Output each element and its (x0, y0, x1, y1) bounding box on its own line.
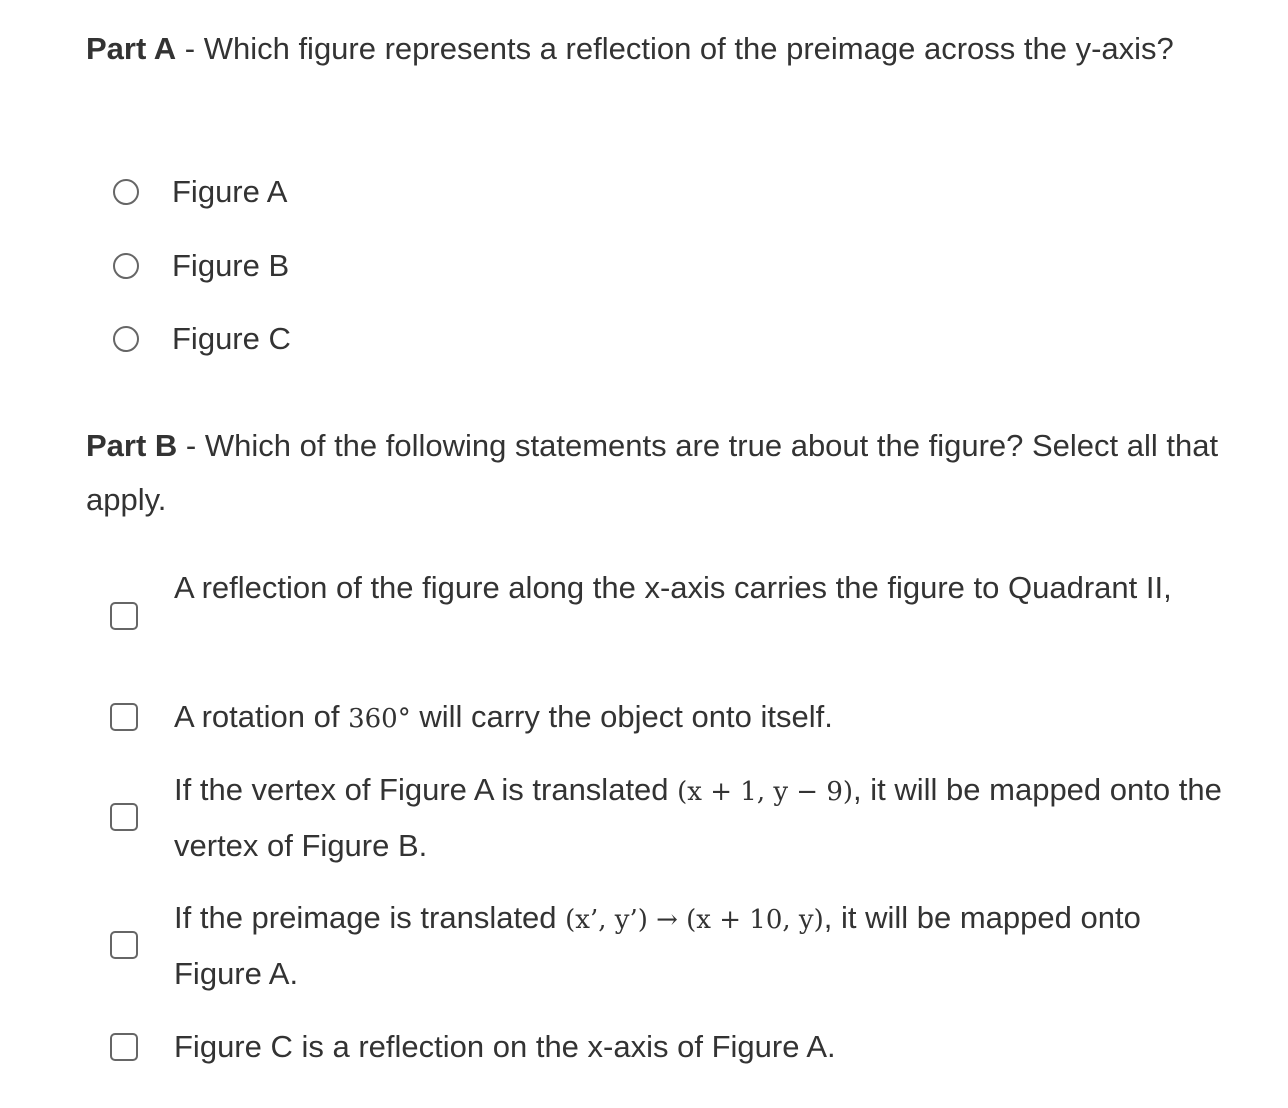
option-text: Figure C is a reflection on the x-axis of Figure A. (174, 1029, 836, 1064)
part-a-question: - Which figure represents a reflection of the preimage across the y-axis? (176, 31, 1174, 66)
part-a-prompt (86, 22, 1236, 76)
part-a-label: Part A (86, 31, 177, 66)
option-label: Figure C (172, 321, 291, 356)
radio-button[interactable] (113, 253, 139, 279)
radio-button[interactable] (113, 326, 139, 352)
math-expression: (x’, y’) → (x + 10, y) (565, 905, 824, 935)
option-text: , it will be mapped onto the vertex of Figure B. (174, 772, 1222, 863)
option-label: Figure A (172, 174, 288, 209)
option-label (174, 690, 1234, 746)
option-label (174, 891, 1234, 1001)
checkbox[interactable] (110, 803, 138, 831)
option-text: will carry the object onto itself. (410, 699, 833, 734)
radio-button[interactable] (113, 179, 139, 205)
option-text: A rotation of (174, 699, 349, 734)
option-label (174, 561, 1234, 615)
part-b-label: Part B (86, 428, 178, 463)
checkbox[interactable] (110, 931, 138, 959)
part-a-option-figure-b[interactable] (110, 246, 289, 286)
part-a-option-figure-a[interactable] (110, 172, 287, 212)
part-b-prompt (86, 419, 1236, 527)
part-b-question: - Which of the following statements are true about the figure? Select all that apply. (86, 428, 1219, 517)
option-text: , it will be mapped onto Figure A. (174, 900, 1141, 991)
checkbox[interactable] (110, 1033, 138, 1061)
math-expression: (x + 1, y − 9) (677, 777, 854, 807)
part-a-option-figure-c[interactable] (110, 319, 291, 359)
checkbox[interactable] (110, 703, 138, 731)
option-label: Figure B (172, 248, 290, 283)
option-text: If the preimage is translated (174, 900, 566, 935)
option-label (174, 763, 1234, 873)
math-expression: 360° (348, 704, 411, 734)
checkbox[interactable] (110, 602, 138, 630)
option-text: A reflection of the figure along the x-axis carries the figure to Quadrant II, (174, 570, 1172, 605)
option-text: If the vertex of Figure A is translated (174, 772, 678, 807)
option-label (174, 1020, 1234, 1074)
